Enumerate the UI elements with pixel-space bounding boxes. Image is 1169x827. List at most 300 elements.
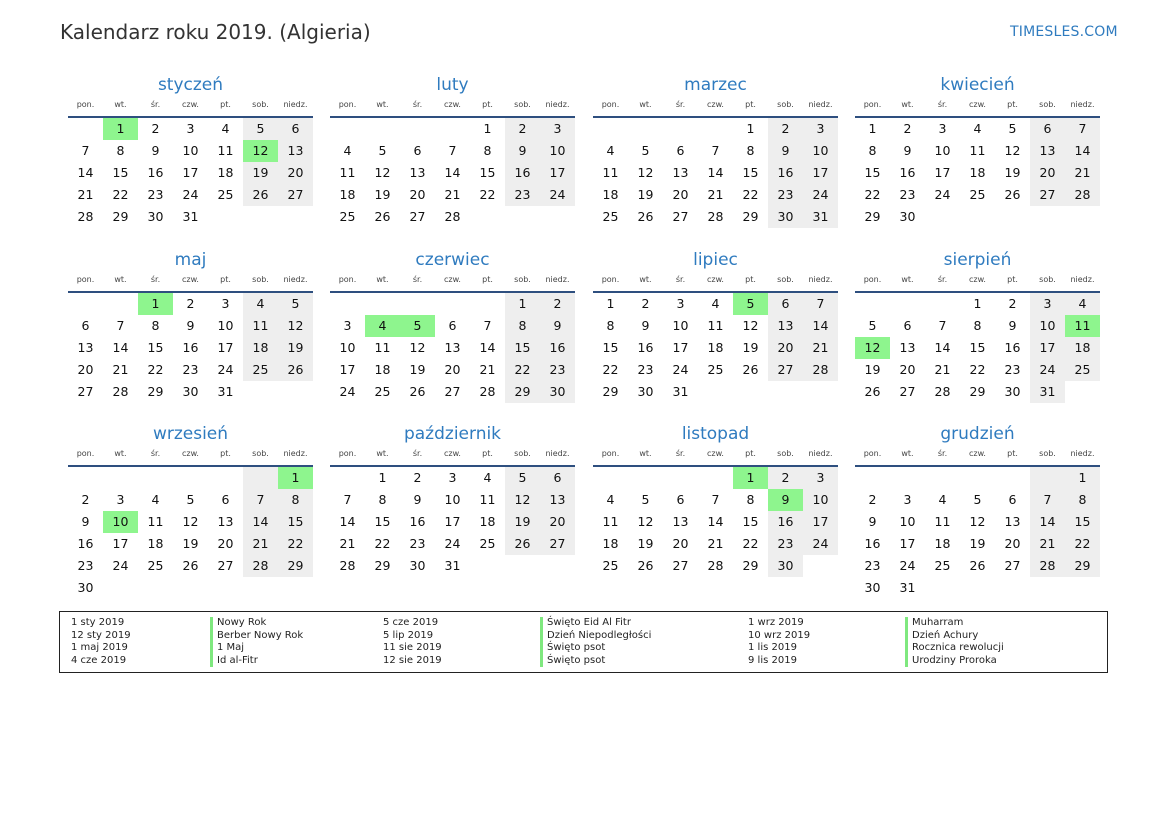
day-cell: 20 (278, 162, 313, 184)
legend-dates-col-3 (748, 617, 810, 667)
day-cell: 9 (903, 143, 912, 158)
day-cell: 10 (1030, 315, 1065, 337)
day-cell: 28 (934, 384, 951, 399)
day-cell: 29 (147, 384, 164, 399)
day-cell: 15 (742, 165, 759, 180)
weekday-label: pon. (76, 100, 95, 109)
weekday-label: sob. (252, 100, 269, 109)
day-cell: 15 (278, 511, 313, 533)
day-cell: 7 (1030, 489, 1065, 511)
day-cell: 31 (672, 384, 689, 399)
day-cell: 22 (602, 362, 619, 377)
day-cell: 12 (969, 514, 986, 529)
day-cell: 13 (217, 514, 234, 529)
day-cell: 7 (938, 318, 947, 333)
weekday-label: niedz. (808, 275, 833, 284)
month-block (855, 249, 1100, 403)
weekday-label: wt. (639, 100, 652, 109)
day-cell: 2 (505, 118, 540, 140)
weekday-label: pt. (1007, 275, 1018, 284)
day-cell: 4 (221, 121, 230, 136)
legend-holiday-name: Święto psot (540, 642, 651, 655)
weekday-header (68, 98, 313, 118)
empty-day-cell (68, 467, 103, 489)
day-cell: 4 (243, 293, 278, 315)
day-cell: 9 (768, 140, 803, 162)
day-cell: 28 (1065, 184, 1100, 206)
day-cell: 1 (868, 121, 877, 136)
day-cell: 28 (803, 359, 838, 381)
day-cell: 14 (707, 514, 724, 529)
day-cell: 30 (1004, 384, 1021, 399)
weekday-label: pt. (482, 449, 493, 458)
weekday-label: czw. (707, 449, 724, 458)
day-cell: 5 (186, 492, 195, 507)
day-cell: 24 (934, 187, 951, 202)
weekday-label: pon. (338, 275, 357, 284)
day-cell: 28 (243, 555, 278, 577)
day-cell: 22 (969, 362, 986, 377)
day-cell: 14 (479, 340, 496, 355)
day-cell: 19 (278, 337, 313, 359)
day-cell: 24 (444, 536, 461, 551)
page-title: Kalendarz roku 2019. (Algieria) (60, 20, 371, 44)
month-block (68, 74, 313, 228)
day-cell: 6 (448, 318, 457, 333)
day-cell: 12 (637, 514, 654, 529)
holiday-day-cell: 12 (243, 140, 278, 162)
day-cell: 23 (409, 536, 426, 551)
day-cell: 21 (1030, 533, 1065, 555)
day-cell: 17 (803, 162, 838, 184)
day-cell: 26 (969, 558, 986, 573)
weekday-label: pt. (220, 449, 231, 458)
day-cell: 18 (969, 165, 986, 180)
day-cell: 6 (1030, 118, 1065, 140)
day-cell: 2 (868, 492, 877, 507)
empty-day-cell (138, 467, 173, 489)
day-cell: 9 (1008, 318, 1017, 333)
weekday-label: wt. (901, 275, 914, 284)
day-cell: 15 (505, 337, 540, 359)
day-cell: 30 (77, 580, 94, 595)
day-cell: 31 (217, 384, 234, 399)
weekday-label: pt. (482, 275, 493, 284)
day-cell: 12 (409, 340, 426, 355)
day-cell: 4 (711, 296, 720, 311)
day-cell: 18 (479, 514, 496, 529)
empty-day-cell (925, 467, 960, 489)
day-cell: 22 (742, 536, 759, 551)
legend-holiday-name: 1 Maj (210, 642, 303, 655)
day-cell: 28 (707, 209, 724, 224)
month-block (330, 423, 575, 577)
day-cell: 3 (448, 470, 457, 485)
day-cell: 28 (112, 384, 129, 399)
weekday-label: czw. (182, 449, 199, 458)
day-cell: 17 (112, 536, 129, 551)
empty-day-cell (243, 467, 278, 489)
holiday-day-cell: 9 (768, 489, 803, 511)
holiday-day-cell: 5 (400, 315, 435, 337)
day-cell: 5 (868, 318, 877, 333)
day-cell: 26 (374, 209, 391, 224)
day-cell: 7 (711, 143, 720, 158)
weekday-label: wt. (376, 449, 389, 458)
weekday-label: sob. (1039, 449, 1056, 458)
day-cell: 27 (540, 533, 575, 555)
day-cell: 15 (374, 514, 391, 529)
day-grid (330, 467, 575, 577)
day-cell: 2 (1008, 296, 1017, 311)
empty-day-cell (593, 467, 628, 489)
day-cell: 6 (413, 143, 422, 158)
day-cell: 20 (1004, 536, 1021, 551)
day-cell: 4 (151, 492, 160, 507)
day-cell: 19 (864, 362, 881, 377)
empty-day-cell (365, 293, 400, 315)
day-cell: 14 (934, 340, 951, 355)
weekday-label: sob. (252, 449, 269, 458)
day-cell: 30 (768, 206, 803, 228)
day-cell: 11 (934, 514, 951, 529)
day-cell: 6 (221, 492, 230, 507)
day-cell: 7 (343, 492, 352, 507)
day-cell: 29 (742, 558, 759, 573)
weekday-label: sob. (514, 275, 531, 284)
day-cell: 13 (1004, 514, 1021, 529)
day-cell: 9 (151, 143, 160, 158)
month-name: sierpień (943, 250, 1012, 270)
legend-holiday-name: Id al-Fitr (210, 655, 303, 668)
day-grid (593, 118, 838, 228)
weekday-header (593, 273, 838, 293)
empty-day-cell (173, 467, 208, 489)
legend-date: 1 lis 2019 (748, 642, 797, 653)
day-cell: 13 (899, 340, 916, 355)
legend-date: 5 lip 2019 (383, 629, 434, 641)
day-cell: 3 (343, 318, 352, 333)
day-cell: 6 (768, 293, 803, 315)
day-cell: 21 (707, 536, 724, 551)
legend-holiday-name: Berber Nowy Rok (210, 630, 303, 643)
day-cell: 23 (768, 184, 803, 206)
site-link[interactable] (1010, 24, 1118, 40)
weekday-label: sob. (1039, 275, 1056, 284)
day-cell: 1 (606, 296, 615, 311)
weekday-label: sob. (1039, 100, 1056, 109)
weekday-label: czw. (707, 275, 724, 284)
weekday-label: niedz. (1070, 449, 1095, 458)
day-cell: 15 (864, 165, 881, 180)
holiday-day-cell: 1 (278, 467, 313, 489)
weekday-label: śr. (675, 449, 686, 458)
day-cell: 17 (540, 162, 575, 184)
day-cell: 14 (1030, 511, 1065, 533)
day-cell: 6 (1008, 492, 1017, 507)
empty-day-cell (663, 118, 698, 140)
legend-holiday-name: Dzień Achury (905, 630, 1004, 643)
day-cell: 16 (1004, 340, 1021, 355)
day-cell: 8 (505, 315, 540, 337)
day-cell: 17 (217, 340, 234, 355)
day-cell: 20 (672, 187, 689, 202)
weekday-label: niedz. (545, 449, 570, 458)
day-cell: 22 (864, 187, 881, 202)
day-cell: 11 (374, 340, 391, 355)
month-name: lipiec (693, 250, 738, 270)
day-cell: 17 (1030, 337, 1065, 359)
day-cell: 3 (938, 121, 947, 136)
empty-day-cell (925, 293, 960, 315)
empty-day-cell (435, 293, 470, 315)
weekday-label: pt. (1007, 100, 1018, 109)
weekday-label: niedz. (283, 449, 308, 458)
day-cell: 23 (864, 558, 881, 573)
day-cell: 8 (151, 318, 160, 333)
day-cell: 25 (147, 558, 164, 573)
day-cell: 8 (116, 143, 125, 158)
weekday-header (593, 98, 838, 118)
weekday-label: wt. (901, 449, 914, 458)
day-cell: 17 (672, 340, 689, 355)
day-cell: 30 (409, 558, 426, 573)
day-cell: 16 (540, 337, 575, 359)
day-cell: 17 (444, 514, 461, 529)
day-cell: 20 (77, 362, 94, 377)
day-cell: 14 (112, 340, 129, 355)
day-cell: 29 (505, 381, 540, 403)
day-cell: 2 (413, 470, 422, 485)
legend-date: 11 sie 2019 (383, 642, 442, 653)
day-cell: 21 (934, 362, 951, 377)
empty-day-cell (698, 118, 733, 140)
day-cell: 4 (606, 143, 615, 158)
legend-date: 12 sty 2019 (71, 629, 131, 641)
day-cell: 26 (742, 362, 759, 377)
legend-dates-col-2 (383, 617, 442, 667)
day-cell: 3 (540, 118, 575, 140)
day-grid (593, 293, 838, 403)
day-cell: 12 (278, 315, 313, 337)
month-name: styczeń (157, 75, 224, 95)
day-cell: 3 (221, 296, 230, 311)
holiday-day-cell: 11 (1065, 315, 1100, 337)
legend-date: 10 wrz 2019 (748, 629, 811, 641)
day-cell: 20 (409, 187, 426, 202)
weekday-label: wt. (901, 100, 914, 109)
weekday-label: pt. (745, 100, 756, 109)
day-cell: 22 (1065, 533, 1100, 555)
day-cell: 6 (278, 118, 313, 140)
day-cell: 26 (637, 209, 654, 224)
day-cell: 2 (186, 296, 195, 311)
day-cell: 12 (742, 318, 759, 333)
day-cell: 3 (803, 467, 838, 489)
day-cell: 9 (868, 514, 877, 529)
empty-day-cell (1030, 467, 1065, 489)
legend-holiday-name: Nowy Rok (210, 617, 303, 630)
day-cell: 14 (707, 165, 724, 180)
weekday-label: pon. (76, 449, 95, 458)
day-cell: 6 (903, 318, 912, 333)
day-cell: 23 (540, 359, 575, 381)
day-cell: 18 (934, 536, 951, 551)
weekday-label: niedz. (283, 100, 308, 109)
day-cell: 26 (182, 558, 199, 573)
day-cell: 31 (1030, 381, 1065, 403)
day-cell: 14 (803, 315, 838, 337)
day-cell: 20 (444, 362, 461, 377)
weekday-label: wt. (114, 275, 127, 284)
day-cell: 13 (409, 165, 426, 180)
weekday-label: śr. (937, 449, 948, 458)
day-cell: 8 (278, 489, 313, 511)
legend-date: 9 lis 2019 (748, 654, 797, 666)
day-cell: 4 (938, 492, 947, 507)
day-cell: 5 (378, 143, 387, 158)
weekday-label: sob. (777, 275, 794, 284)
day-cell: 29 (864, 209, 881, 224)
site-link-text[interactable]: TIMESLES.COM (1010, 24, 1118, 40)
day-cell: 10 (934, 143, 951, 158)
day-cell: 19 (969, 536, 986, 551)
day-cell: 13 (672, 165, 689, 180)
weekday-label: sob. (252, 275, 269, 284)
day-grid (68, 293, 313, 403)
day-cell: 29 (969, 384, 986, 399)
day-cell: 8 (746, 143, 755, 158)
empty-day-cell (995, 467, 1030, 489)
weekday-label: wt. (114, 100, 127, 109)
empty-day-cell (68, 293, 103, 315)
day-cell: 24 (1030, 359, 1065, 381)
day-cell: 19 (742, 340, 759, 355)
weekday-label: czw. (707, 100, 724, 109)
day-cell: 10 (672, 318, 689, 333)
day-cell: 26 (243, 184, 278, 206)
day-cell: 25 (479, 536, 496, 551)
empty-day-cell (960, 467, 995, 489)
day-cell: 3 (676, 296, 685, 311)
empty-day-cell (435, 118, 470, 140)
day-cell: 31 (899, 580, 916, 595)
day-cell: 24 (672, 362, 689, 377)
weekday-label: pon. (601, 449, 620, 458)
weekday-label: wt. (376, 100, 389, 109)
day-cell: 23 (77, 558, 94, 573)
month-name: wrzesień (152, 424, 229, 444)
day-cell: 28 (77, 209, 94, 224)
day-cell: 16 (768, 511, 803, 533)
holiday-day-cell: 12 (855, 337, 890, 359)
month-name: kwiecień (940, 75, 1015, 95)
day-cell: 5 (278, 293, 313, 315)
day-cell: 4 (973, 121, 982, 136)
day-cell: 22 (278, 533, 313, 555)
day-cell: 4 (1065, 293, 1100, 315)
day-cell: 25 (934, 558, 951, 573)
day-cell: 17 (803, 511, 838, 533)
day-cell: 19 (637, 536, 654, 551)
empty-day-cell (890, 293, 925, 315)
day-cell: 16 (637, 340, 654, 355)
day-cell: 20 (540, 511, 575, 533)
day-cell: 17 (339, 362, 356, 377)
day-cell: 16 (77, 536, 94, 551)
day-cell: 26 (505, 533, 540, 555)
day-cell: 18 (1065, 337, 1100, 359)
day-cell: 3 (116, 492, 125, 507)
day-cell: 23 (899, 187, 916, 202)
weekday-label: pt. (745, 275, 756, 284)
day-cell: 4 (343, 143, 352, 158)
day-cell: 11 (339, 165, 356, 180)
day-cell: 7 (803, 293, 838, 315)
weekday-label: śr. (150, 275, 161, 284)
day-cell: 16 (505, 162, 540, 184)
day-cell: 12 (374, 165, 391, 180)
empty-day-cell (628, 467, 663, 489)
day-cell: 22 (479, 187, 496, 202)
legend-date: 1 sty 2019 (71, 617, 125, 628)
legend-date: 1 maj 2019 (71, 642, 128, 653)
day-cell: 1 (378, 470, 387, 485)
day-grid (330, 118, 575, 228)
holiday-legend (59, 611, 1108, 673)
weekday-label: czw. (182, 275, 199, 284)
day-cell: 21 (707, 187, 724, 202)
weekday-header (855, 273, 1100, 293)
weekday-header (855, 447, 1100, 467)
day-cell: 4 (483, 470, 492, 485)
day-cell: 23 (1004, 362, 1021, 377)
day-cell: 17 (899, 536, 916, 551)
day-cell: 3 (803, 118, 838, 140)
day-cell: 18 (602, 187, 619, 202)
day-cell: 7 (243, 489, 278, 511)
day-grid (855, 293, 1100, 403)
day-cell: 21 (1065, 162, 1100, 184)
day-cell: 2 (903, 121, 912, 136)
day-cell: 29 (742, 209, 759, 224)
day-cell: 26 (864, 384, 881, 399)
weekday-label: śr. (150, 449, 161, 458)
day-cell: 18 (217, 165, 234, 180)
day-cell: 26 (409, 384, 426, 399)
day-cell: 9 (540, 315, 575, 337)
month-name: grudzień (940, 424, 1015, 444)
day-cell: 27 (1004, 558, 1021, 573)
day-cell: 23 (182, 362, 199, 377)
legend-names-col-1 (210, 617, 303, 667)
day-cell: 25 (602, 209, 619, 224)
day-cell: 11 (969, 143, 986, 158)
day-cell: 31 (182, 209, 199, 224)
day-cell: 15 (602, 340, 619, 355)
weekday-header (68, 447, 313, 467)
day-cell: 20 (768, 337, 803, 359)
day-cell: 7 (116, 318, 125, 333)
day-cell: 25 (217, 187, 234, 202)
day-cell: 24 (112, 558, 129, 573)
day-cell: 10 (444, 492, 461, 507)
day-cell: 28 (707, 558, 724, 573)
day-cell: 18 (602, 536, 619, 551)
day-cell: 13 (77, 340, 94, 355)
day-cell: 20 (899, 362, 916, 377)
day-cell: 19 (243, 162, 278, 184)
